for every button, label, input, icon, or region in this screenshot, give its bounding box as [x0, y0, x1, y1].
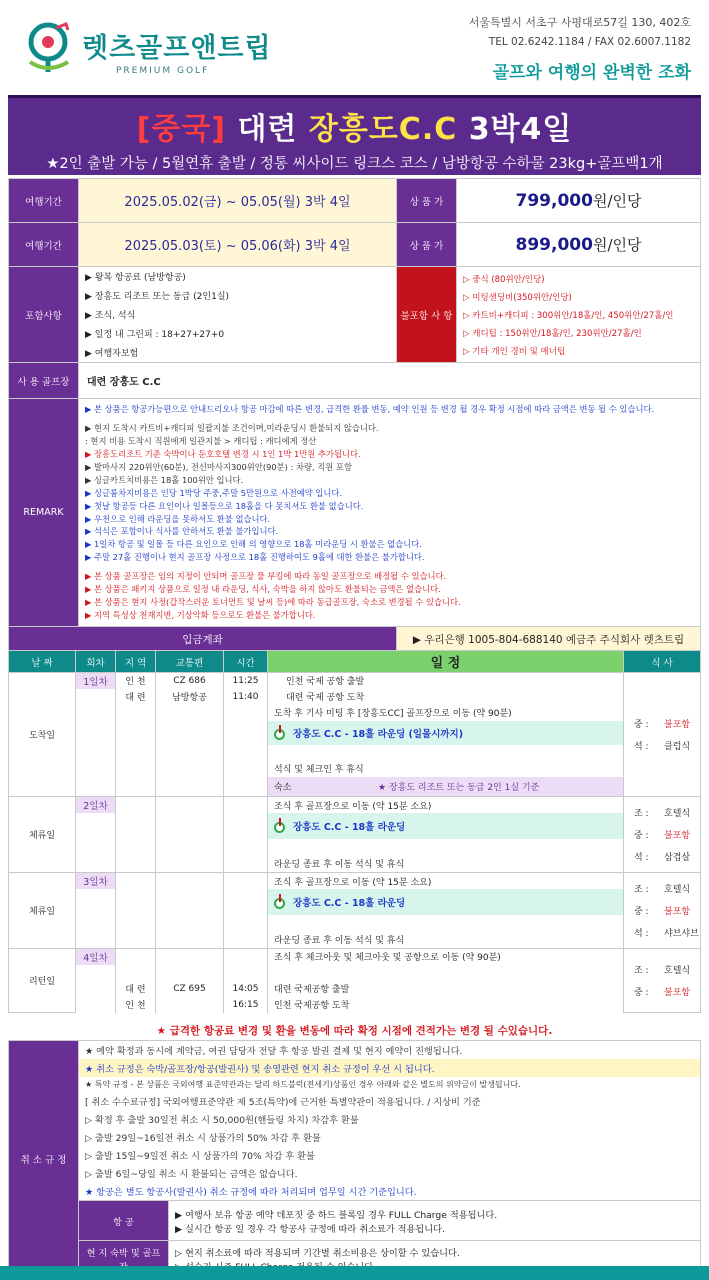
stay-value: ★ 장흥도 리조트 또는 동급 2인 1실 기준: [378, 782, 540, 793]
product-title: [8, 104, 701, 148]
transport: [156, 745, 224, 761]
transport: [156, 873, 224, 890]
meals: [624, 673, 701, 797]
day-number: 4일차: [76, 949, 116, 965]
schedule-row: [9, 949, 701, 965]
air-rule: ▶ 여행사 보유 항공 예약 데포짓 중 하드 블록일 경우 FULL Charge 적용됩니다.: [175, 1209, 498, 1221]
schedule-row: [9, 873, 701, 890]
price-label: 상 품 가: [397, 179, 457, 223]
itinerary-text: 인천 국제공항 도착: [268, 997, 624, 1013]
time: [224, 721, 268, 745]
remark-line: ▶ 현지 도착시 카트비+캐디피 일괄지불 조건이며,미라운딩시 환불되지 않습니다.: [85, 423, 379, 434]
remark-line: ▶ 발마사지 220위안(60분), 전신마사지300위안(90분) : 차량, 직원 포함: [85, 461, 352, 472]
col-no: 회차: [76, 651, 116, 673]
remark-line: ▶ 본 상품은 패키지 상품으로 일정 내 라운딩, 식사, 숙박을 하지 않아도 환불되는 금액은 없습니다.: [85, 584, 441, 595]
day-date: 리턴일: [9, 949, 76, 1013]
itinerary-text: 대련 국제공항 출발: [268, 981, 624, 997]
golf-round: [268, 721, 624, 745]
itinerary-text: 라운딩 종료 후 이동 석식 및 휴식: [268, 932, 624, 949]
itinerary-text: 조식 후 체크아웃 및 체크아웃 및 공항으로 이동 (약 90분): [268, 949, 624, 965]
area: [116, 889, 156, 914]
remark-line: ▶ 본 상품 골프장은 임의 지정이 안되며 골프장 풀 부킹에 따라 동일 골프장으로 배정될 수 있습니다.: [85, 571, 447, 582]
meal-type: 조 :: [634, 966, 649, 976]
excluded-list: [457, 267, 701, 363]
time: [224, 932, 268, 949]
schedule-row: [9, 965, 701, 981]
time: [224, 856, 268, 873]
schedule-row: [9, 721, 701, 745]
day-number: 1일차: [76, 673, 116, 689]
course-name: 장흥도C.C: [308, 112, 458, 147]
company-tel: TEL 02.6242.1184 / FAX 02.6007.1182: [488, 36, 691, 48]
day-number: [76, 813, 116, 838]
time: [224, 777, 268, 797]
golf-flag-icon: [274, 898, 285, 909]
transport: [156, 777, 224, 797]
meal-value: 불포함: [664, 907, 691, 917]
time: 11:25: [224, 673, 268, 689]
day-number: [76, 932, 116, 949]
day-number: [76, 915, 116, 932]
col-time: 시간: [224, 651, 268, 673]
schedule-row: [9, 689, 701, 705]
remark-label: REMARK: [9, 399, 79, 627]
price-label: 상 품 가: [397, 223, 457, 267]
itinerary-text: [268, 839, 624, 856]
area: 대 련: [116, 689, 156, 705]
area: 인 천: [116, 997, 156, 1013]
day-number: [76, 721, 116, 745]
excluded-label: 불포함 사 항: [397, 267, 457, 363]
area: [116, 745, 156, 761]
trip-price: [457, 223, 701, 267]
trip-dates: 2025.05.03(토) ~ 05.06(화) 3박 4일: [79, 223, 397, 267]
time: [224, 813, 268, 838]
cancel-rules: [79, 1041, 701, 1201]
transport: [156, 915, 224, 932]
area: [116, 839, 156, 856]
included-list: [79, 267, 397, 363]
course-label: 사 용 골프장: [9, 363, 79, 399]
time: [224, 873, 268, 890]
course-row: [9, 363, 701, 399]
itinerary-text: 인천 국제 공항 출발: [268, 673, 624, 689]
remark-list: [79, 399, 701, 627]
footer-bar: [0, 1266, 709, 1280]
account-value: ▶ 우리은행 1005-804-688140 예금주 주식회사 렛츠트립: [397, 627, 701, 653]
transport: [156, 839, 224, 856]
local-label: 현 지 숙박 및 골프: [79, 1241, 169, 1277]
schedule-row: [9, 745, 701, 761]
meal-item: [634, 904, 700, 917]
transport: CZ 686: [156, 673, 224, 689]
trip-price: [457, 179, 701, 223]
logo-name: 렛츠골프앤트립: [82, 33, 272, 64]
meals: [624, 797, 701, 873]
transport: [156, 705, 224, 721]
included-item: ▶ 왕복 항공료 (남방항공): [85, 273, 186, 283]
remark-line: ▶ 본 상품은 현지 사정(갑작스러운 토너먼트 및 날씨 등)에 따라 동급골프장, 숙소로 변경될 수 있습니다.: [85, 596, 461, 607]
meal-item: [634, 806, 700, 819]
trip-dates: 2025.05.02(금) ~ 05.05(월) 3박 4일: [79, 179, 397, 223]
price-value: 899,000: [515, 235, 593, 255]
transport: [156, 949, 224, 965]
product-subtitle: ★2인 출발 가능 / 5월연휴 출발 / 정통 씨사이드 링크스 코스 / 남방항공 수하물 23kg+골프백1개: [46, 156, 663, 172]
trip-row: [9, 223, 701, 267]
company-address: 서울특별시 서초구 사평대로57길 130, 402호: [468, 16, 691, 29]
transport: CZ 695: [156, 981, 224, 997]
golf-round: [268, 813, 624, 838]
col-transport: 교통편: [156, 651, 224, 673]
day-number: 2일차: [76, 797, 116, 814]
golf-logo-icon: [26, 22, 74, 74]
day-number: [76, 997, 116, 1013]
included-label: 포함사항: [9, 267, 79, 363]
schedule-row: [9, 813, 701, 838]
remark-line: ▶ 우천으로 인해 라운딩을 못하셔도 환불 없습니다.: [85, 513, 271, 524]
meal-item: [634, 828, 700, 841]
golf-flag-icon: [274, 822, 285, 833]
meal-value: 불포함: [664, 988, 691, 998]
cancel-rule: ▷ 출발 15일~9일전 취소 시 상품가의 70% 차감 후 환불: [85, 1151, 315, 1162]
price-unit: 원: [592, 192, 608, 210]
itinerary-text: 라운딩 종료 후 이동 석식 및 휴식: [268, 856, 624, 873]
area: [116, 777, 156, 797]
transport: 남방항공: [156, 689, 224, 705]
meal-type: 중 :: [634, 831, 649, 841]
account-label: 입금계좌: [9, 627, 397, 653]
day-number: [76, 745, 116, 761]
cancel-rule: ▷ 출발 29일~16일전 취소 시 상품가의 50% 차감 후 환불: [85, 1133, 321, 1144]
time: [224, 889, 268, 914]
included-row: [9, 267, 701, 363]
meal-item: [634, 717, 700, 730]
schedule-row: [9, 997, 701, 1013]
remark-line: ▶ 석식은 포함이나 식사를 안하셔도 환불 불가입니다.: [85, 526, 279, 537]
area: [116, 949, 156, 965]
cancel-table: [8, 1040, 701, 1277]
trip-row: [9, 179, 701, 223]
golf-round-label: 장흥도 C.C - 18홀 라운딩: [293, 898, 406, 910]
excluded-item: ▷ 캐디팁 : 150위안/18홀/인, 230위안/27홀/인: [463, 328, 642, 339]
schedule-row: [9, 797, 701, 814]
time: [224, 949, 268, 965]
schedule-table: [8, 650, 701, 1013]
region-tag: [중국]: [136, 112, 226, 147]
account-row: [9, 627, 701, 653]
schedule-row: [9, 981, 701, 997]
day-date: 체류일: [9, 797, 76, 873]
meal-item: [634, 926, 700, 939]
remark-line: ▶ 본 상품은 항공가능편으로 안내드리오나 항공 마감에 따른 변경, 급격한 환률 변동, 예약 인원 등 변경 될 경우 확정 시점에 따라 금액은 변동 될 수 있습니다.: [85, 404, 655, 415]
col-itinerary: 일 정: [268, 651, 624, 673]
transport: [156, 997, 224, 1013]
day-number: 3일차: [76, 873, 116, 890]
schedule-row: [9, 889, 701, 914]
itinerary-text: 석식 및 체크인 후 휴식: [268, 761, 624, 777]
day-number: [76, 689, 116, 705]
area: [116, 721, 156, 745]
day-number: [76, 856, 116, 873]
meal-type: 석 :: [634, 742, 649, 752]
meal-item: [634, 850, 700, 863]
itinerary-text: 도착 후 기사 미팅 후 [장흥도CC] 골프장으로 이동 (약 90분): [268, 705, 624, 721]
transport: [156, 761, 224, 777]
time: [224, 839, 268, 856]
area: [116, 761, 156, 777]
schedule-header: [9, 651, 701, 673]
included-item: ▶ 장흥도 리조트 또는 동급 (2인1실): [85, 292, 230, 302]
price-value: 799,000: [515, 191, 593, 211]
excluded-item: ▷ 중식 (80위안/인당): [463, 274, 545, 285]
meal-type: 석 :: [634, 929, 649, 939]
stay-row: [9, 777, 701, 797]
transport: [156, 932, 224, 949]
area: [116, 705, 156, 721]
nights: 3박4일: [468, 112, 573, 147]
itinerary-text: [268, 745, 624, 761]
price-per: /인당: [607, 192, 642, 210]
cancel-rule: ★ 특약 규정 - 본 상품은 국외여행 표준약관과는 달리 하드블럭(전세기)상품인 경우 아래와 같은 별도의 위약금이 발생됩니다.: [85, 1080, 521, 1089]
day-number: [76, 839, 116, 856]
golf-flag-icon: [274, 729, 285, 740]
included-item: ▶ 조식, 석식: [85, 311, 136, 321]
remark-line: ▶ 싱글카트치비용은 18홀 100위안 입니다.: [85, 474, 244, 485]
time: [224, 761, 268, 777]
price-unit: 원: [592, 236, 608, 254]
product-info-table: [8, 178, 701, 653]
city: 대련: [237, 112, 298, 147]
cancel-label: 취 소 규 정: [9, 1041, 79, 1277]
included-item: ▶ 여행자보험: [85, 349, 139, 359]
time: 16:15: [224, 997, 268, 1013]
cancel-rule: ★ 취소 규정은 숙박/골프장/항공(발권사) 및 송영관련 현지 취소 규정이 우선 시 됩니다.: [79, 1059, 700, 1077]
remark-line: ▶ 주말 27홀 진행이나 현지 골프장 사정으로 18홀 진행하여도 9홀에 대한 환불은 불가합니다.: [85, 552, 425, 563]
schedule-row: [9, 705, 701, 721]
meals: [624, 873, 701, 949]
meal-value: 클럽식: [664, 742, 691, 752]
day-number: [76, 965, 116, 981]
meal-type: 중 :: [634, 907, 649, 917]
schedule-row: [9, 673, 701, 689]
itinerary-text: 조식 후 골프장으로 이동 (약 15분 소요): [268, 873, 624, 890]
meal-item: [634, 963, 700, 976]
price-per: /인당: [607, 236, 642, 254]
cancel-rule: ▷ 출발 6일~당일 취소 시 환불되는 금액은 없습니다.: [85, 1169, 298, 1180]
time: [224, 797, 268, 814]
local-rule: ▷ 현지 취소료에 따라 적용되며 기간별 취소비용은 상이할 수 있습니다.: [175, 1247, 460, 1259]
day-number: [76, 761, 116, 777]
area: [116, 856, 156, 873]
transport: [156, 721, 224, 745]
header: [0, 0, 709, 90]
cancel-rule: ★ 항공은 별도 항공사(발권사) 취소 규정에 따라 처리되며 업무일 시간 기준입니다.: [85, 1187, 417, 1198]
remark-line: ▶ 지역 특성상 천재지변, 기상악화 등으로도 환불은 불가합니다.: [85, 609, 316, 620]
col-date: 날 짜: [9, 651, 76, 673]
schedule-row: [9, 761, 701, 777]
itinerary-text: [268, 965, 624, 981]
transport: [156, 813, 224, 838]
time: [224, 915, 268, 932]
meal-item: [634, 739, 700, 752]
meal-type: 중 :: [634, 720, 649, 730]
trip-label: 여행기간: [9, 223, 79, 267]
itinerary-text: 조식 후 골프장으로 이동 (약 15분 소요): [268, 797, 624, 814]
col-area: 지 역: [116, 651, 156, 673]
area: 인 천: [116, 673, 156, 689]
included-item: ▶ 일정 내 그린피 : 18+27+27+0: [85, 330, 225, 340]
time: [224, 965, 268, 981]
golf-round-label: 장흥도 C.C - 18홀 라운딩 (일몰시까지): [293, 728, 464, 740]
price-warning: ★ 급격한 항공료 변경 및 환율 변동에 따라 확정 시점에 견적가는 변경 될 수있습니다.: [156, 1025, 553, 1037]
area: 대 련: [116, 981, 156, 997]
time: 14:05: [224, 981, 268, 997]
time: [224, 745, 268, 761]
cancel-rule: ★ 예약 확정과 동시에 계약금, 여권 담당자 전달 후 항공 발권 결제 및 현지 예약이 진행됩니다.: [85, 1046, 463, 1057]
area: [116, 873, 156, 890]
area: [116, 915, 156, 932]
schedule-row: [9, 839, 701, 856]
air-rules: [169, 1201, 701, 1241]
area: [116, 965, 156, 981]
air-label: 항 공: [79, 1201, 169, 1241]
itinerary-text: [268, 915, 624, 932]
transport: [156, 965, 224, 981]
meal-type: 석 :: [634, 853, 649, 863]
meal-item: [634, 985, 700, 998]
excluded-item: ▷ 카트비+캐디피 : 300위안/18홀/인, 450위안/27홀/인: [463, 310, 674, 321]
meal-type: 중 :: [634, 988, 649, 998]
schedule-row: [9, 856, 701, 873]
col-meal: 식 사: [624, 651, 701, 673]
time: 11:40: [224, 689, 268, 705]
slogan: 골프와 여행의 완벽한 조화: [492, 63, 691, 83]
meal-value: 삼겹살: [664, 853, 691, 863]
area: [116, 797, 156, 814]
schedule-row: [9, 915, 701, 932]
meal-value: 호텔식: [664, 885, 691, 895]
remark-line: ▶ 첫날 항공등 다른 요인이나 일몰등으로 18홀을 다 못치셔도 환불 없습니다.: [85, 500, 364, 511]
remark-line: ▶ 1일차 항공 및 일몰 등 다른 요인으로 인해 의 영향으로 18홀 미라운딩 시 환불은 없습니다.: [85, 539, 422, 550]
course-value: 대련 장흥도 C.C: [79, 363, 701, 399]
day-number: [76, 981, 116, 997]
meal-value: 불포함: [664, 831, 691, 841]
stay-label: 숙소: [274, 782, 292, 793]
day-number: [76, 705, 116, 721]
time: [224, 705, 268, 721]
transport: [156, 889, 224, 914]
area: [116, 932, 156, 949]
meal-value: 호텔식: [664, 966, 691, 976]
remark-line: ▶ 장흥도리조트 기준 숙박이나 둔호호텔 변경 시 1인 1박 1만원 추가됩니다.: [85, 448, 361, 459]
day-date: 도착일: [9, 673, 76, 797]
meal-value: 호텔식: [664, 809, 691, 819]
cancel-rule: ▷ 확정 후 출발 30일전 취소 시 50,000원(핸들링 차지) 차감후 환불: [85, 1115, 359, 1126]
day-number: [76, 777, 116, 797]
remark-line: : 현지 비용 도착시 직원에게 일관지불 > 캐디팁 : 캐디에게 정산: [85, 436, 317, 447]
day-date: 체류일: [9, 873, 76, 949]
meal-type: 조 :: [634, 885, 649, 895]
excluded-item: ▷ 미팅샌딩비(350위안/인당): [463, 292, 572, 303]
meal-item: [634, 882, 700, 895]
meal-value: 불포함: [664, 720, 691, 730]
remark-row: [9, 399, 701, 627]
golf-round-label: 장흥도 C.C - 18홀 라운딩: [293, 822, 406, 834]
excluded-item: ▷ 기타 개인 경비 및 매너팁: [463, 346, 566, 357]
stay-info: [268, 777, 624, 797]
logo-subtitle: PREMIUM GOLF: [116, 66, 210, 76]
cancel-rule: [ 취소 수수료규정] 국외여행표준약관 제 5조(특약)에 근거한 특별약관이 적용됩니다. / 지상비 기준: [85, 1097, 481, 1108]
itinerary-text: 대련 국제 공항 도착: [268, 689, 624, 705]
remark-line: ▶ 싱글룸차지비용은 인당 1박당 주중,주말 5만원으로 사전예약 입니다.: [85, 487, 343, 498]
area: [116, 813, 156, 838]
day-number: [76, 889, 116, 914]
air-rule: ▶ 실시간 항공 일 경우 각 항공사 규정에 따라 취소료가 적용됩니다.: [175, 1223, 445, 1235]
meals: [624, 949, 701, 1013]
meal-type: 조 :: [634, 809, 649, 819]
meal-value: 샤브샤브: [664, 929, 699, 939]
golf-round: [268, 889, 624, 914]
trip-label: 여행기간: [9, 179, 79, 223]
schedule-row: [9, 932, 701, 949]
transport: [156, 797, 224, 814]
title-banner: [8, 95, 701, 175]
transport: [156, 856, 224, 873]
